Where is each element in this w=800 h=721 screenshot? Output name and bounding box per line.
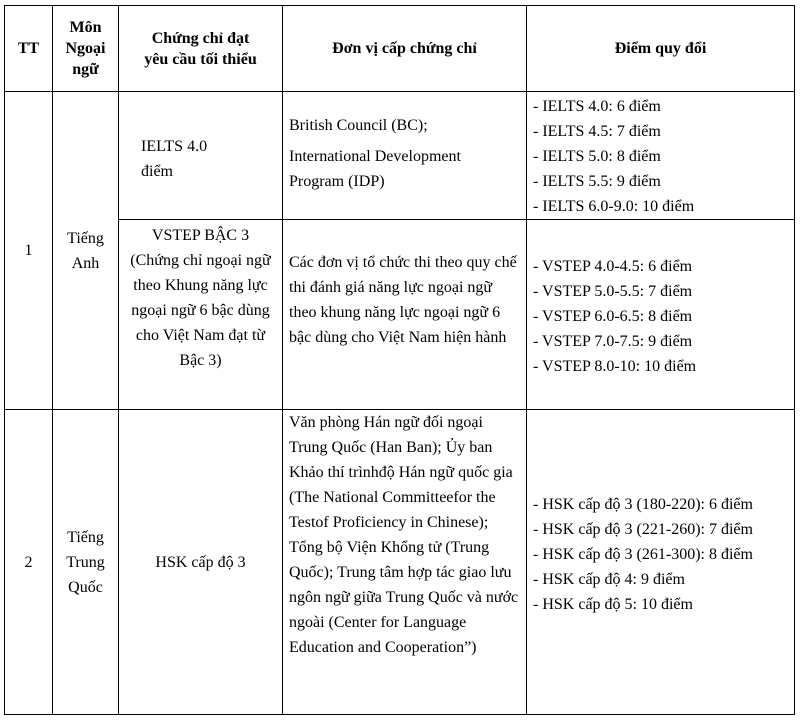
points-item: - IELTS 5.0: 8 điểm xyxy=(533,148,661,165)
subject-line: Anh xyxy=(71,254,100,272)
points-item: - VSTEP 5.0-5.5: 7 điểm xyxy=(533,283,693,300)
points-item: - HSK cấp độ 3 (180-220): 6 điểm xyxy=(533,496,753,513)
points-item: - VSTEP 7.0-7.5: 9 điểm xyxy=(533,333,693,350)
subject-line: Tiếng xyxy=(67,229,104,247)
points-item: - HSK cấp độ 3 (261-300): 8 điểm xyxy=(533,546,753,563)
row-number: 1 xyxy=(5,92,53,410)
subject-cell xyxy=(53,92,119,410)
points-item: - HSK cấp độ 5: 10 điểm xyxy=(533,596,693,613)
header-certificate-line: yêu cầu tối thiểu xyxy=(144,50,257,68)
issuer-cell xyxy=(283,220,527,410)
header-certificate xyxy=(119,6,283,92)
issuer-cell xyxy=(283,410,527,715)
points-item: - VSTEP 4.0-4.5: 6 điểm xyxy=(533,258,693,275)
points-item: - VSTEP 6.0-6.5: 8 điểm xyxy=(533,308,693,325)
header-subject-line: Ngoại xyxy=(65,40,106,57)
points-cell xyxy=(527,410,795,715)
header-row xyxy=(5,6,795,92)
points-item: - IELTS 4.5: 7 điểm xyxy=(533,123,661,140)
points-cell xyxy=(527,220,795,410)
header-issuer: Đơn vị cấp chứng chỉ xyxy=(283,6,527,92)
certificate-unit: điểm xyxy=(141,163,173,180)
table-row xyxy=(5,92,795,220)
header-points: Điểm quy đổi xyxy=(527,6,795,92)
certificate-cell xyxy=(119,410,283,715)
issuer-text: British Council (BC); xyxy=(289,117,428,134)
issuer-text: Các đơn vị tổ chức thi theo quy chế thi đánh giá năng lực ngoại ngữ theo khung năng lực ngoại ngữ 6 bậc dùng cho Việt Nam hiện hành xyxy=(289,254,517,346)
table-row xyxy=(5,220,795,410)
certificate-name: VSTEP BẬC 3 xyxy=(151,227,250,244)
certificate-cell xyxy=(119,220,283,410)
subject-line: Trung xyxy=(66,553,105,571)
points-item: - IELTS 4.0: 6 điểm xyxy=(533,98,661,115)
points-item: - HSK cấp độ 3 (221-260): 7 điểm xyxy=(533,521,753,538)
certificate-name: HSK cấp độ 3 xyxy=(155,553,246,571)
header-certificate-line: Chứng chỉ đạt xyxy=(151,29,250,47)
issuer-text: Văn phòng Hán ngữ đối ngoại Trung Quốc (Han Ban); Ủy ban Khảo thí trìnhđộ Hán ngữ quốc gia (The National Committeefor the Testof Proficiency in Chinese); Tổng bộ Viện Khổng tử (Trung Quốc); Trung tâm hợp tác giao lưu ngôn ngữ giữa Trung Quốc và nước ngoài (Center for Language Education and Cooperation”) xyxy=(289,414,519,656)
header-subject-line: ngữ xyxy=(72,61,99,78)
certificate-description: (Chứng chỉ ngoại ngữ theo Khung năng lực ngoại ngữ 6 bậc dùng cho Việt Nam đạt từ Bậc 3) xyxy=(130,252,271,369)
header-subject xyxy=(53,6,119,92)
certificate-cell xyxy=(119,92,283,220)
subject-line: Quốc xyxy=(68,578,103,596)
score-conversion-table xyxy=(4,5,795,715)
issuer-text: International Development Program (IDP) xyxy=(289,148,461,190)
header-subject-line: Môn xyxy=(69,19,102,36)
certificate-name: IELTS 4.0 xyxy=(141,138,208,155)
points-item: - HSK cấp độ 4: 9 điểm xyxy=(533,571,685,588)
points-item: - IELTS 5.5: 9 điểm xyxy=(533,173,661,190)
issuer-cell xyxy=(283,92,527,220)
points-cell xyxy=(527,92,795,220)
subject-cell xyxy=(53,410,119,715)
row-number: 2 xyxy=(5,410,53,715)
table-row xyxy=(5,410,795,715)
subject-line: Tiếng xyxy=(67,528,104,546)
points-item: - IELTS 6.0-9.0: 10 điểm xyxy=(533,198,695,215)
points-item: - VSTEP 8.0-10: 10 điểm xyxy=(533,358,697,375)
header-tt: TT xyxy=(5,6,53,92)
